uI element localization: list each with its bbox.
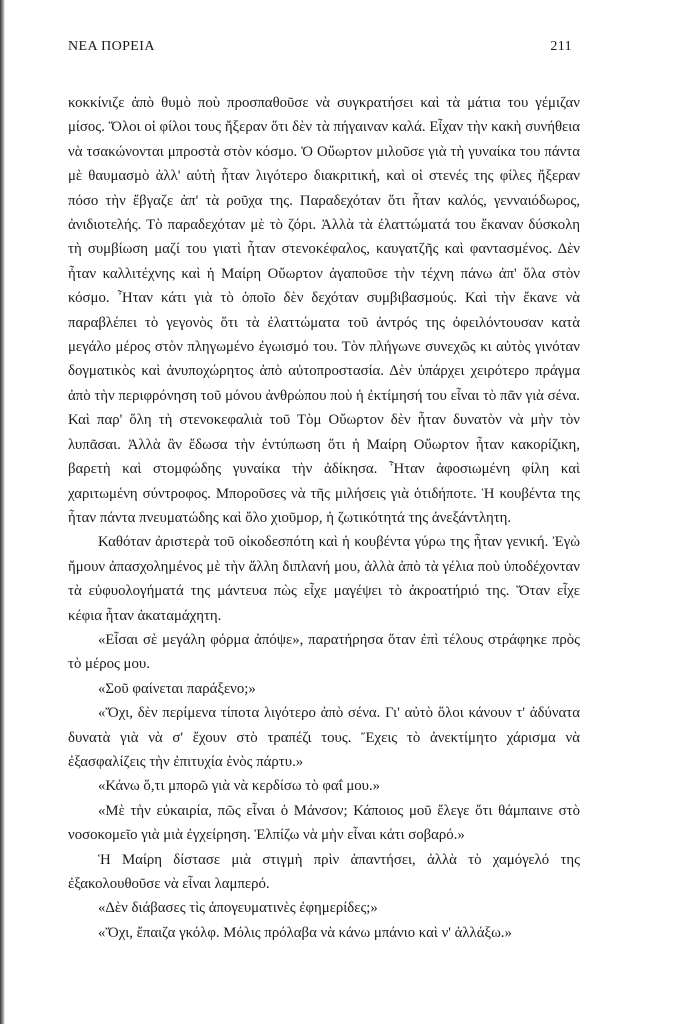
dialogue-line: «Εἶσαι σὲ μεγάλη φόρμα ἀπόψε», παρατήρησα ὅταν ἐπὶ τέλους στράφηκε πρὸς τὸ μέρος μου. — [68, 631, 580, 673]
dialogue-line: «Δὲν διάβασες τὶς ἀπογευματινὲς ἐφημερίδες;» — [98, 900, 378, 917]
body-text — [68, 91, 580, 945]
dialogue-line: «Μὲ τὴν εὐκαιρία, πῶς εἶναι ὁ Μάνσον; Κάποιος μοῦ ἔλεγε ὅτι θάμπαινε στὸ νοσοκομεῖο γιὰ μιὰ ἐγχείρηση. Ἐλπίζω νὰ μὴν εἶναι κάτι σοβαρό.» — [68, 802, 580, 844]
dialogue-line: «Ὄχι, ἔπαιζα γκόλφ. Μόλις πρόλαβα νὰ κάνω μπάνιο καὶ ν' ἀλλάξω.» — [98, 924, 512, 941]
running-title: ΝΕΑ ΠΟΡΕΙΑ — [68, 39, 155, 54]
dialogue-line: «Κάνω ὅ,τι μπορῶ γιὰ νὰ κερδίσω τὸ φαΐ μου.» — [98, 778, 381, 795]
paragraph-continued: κοκκίνιζε ἀπὸ θυμὸ ποὺ προσπαθοῦσε νὰ συγκρατήσει καὶ τὰ μάτια του γέμιζαν μίσος. Ὅλοι οἱ φίλοι τους ἤξεραν ὅτι δὲν τὰ πήγαιναν καλά. Εἶχαν τὴν κακὴ συνήθεια νὰ τσακώνονται μπροστὰ στὸν κόσμο. Ὁ Οὔωρτον μιλοῦσε γιὰ τὴ γυναίκα του πάντα μὲ θαυμασμὸ ἀλλ' αὐτὴ ἦταν λιγότερο διακριτική, καὶ οἱ στενές της φίλες ἤξεραν πόσο τὴν ἔβγαζε ἀπ' τὰ ροῦχα της. Παραδεχόταν ὅτι ἦταν καλός, γενναιόδωρος, ἀνιδιοτελής. Τὸ παραδεχόταν μὲ τὸ ζόρι. Ἀλλὰ τὰ ἐλαττώματά του ἔκαναν δύσκολη τὴ συμβίωση μαζί του γιατὶ ἦταν στενοκέφαλος, καυγατζῆς καὶ φαντασμένος. Δὲν ἦταν καλλιτέχνης καὶ ἡ Μαίρη Οὔωρτον ἀγαποῦσε τὴν τέχνη πάνω ἀπ' ὅλα στὸν κόσμο. Ἦταν κάτι γιὰ τὸ ὁποῖο δὲν δεχόταν συμβιβασμούς. Καὶ τὴν ἔκανε νὰ παραβλέπει τὸ γεγονὸς ὅτι τὰ ἐλαττώματα τοῦ ἀντρός της ὀφειλόντουσαν κατὰ μεγάλο μέρος στὸν πληγωμένο ἐγωισμό του. Τὸν πλήγωνε συνεχῶς κι αὐτὸς γινόταν δογματικὸς καὶ ἀνυποχώρητος ἀπὸ αὐτοπροστασία. Δὲν ὑπάρχει χειρότερο πράγμα ἀπὸ τὴν περιφρόνηση τοῦ μόνου ἀνθρώπου ποὺ ἡ ἐκτίμησή του εἶναι τὸ πᾶν γιὰ σένα. Καὶ παρ' ὅλη τὴ στενοκεφαλιὰ τοῦ Τὸμ Οὔωρτον δὲν ἦταν δυνατὸν νὰ μὴν τὸν λυπᾶσαι. Ἀλλὰ ἂν ἔδωσα τὴν ἐντύπωση ὅτι ἡ Μαίρη Οὔωρτον ἦταν κακορίζικη, βαρετὴ καὶ στομφώδης γυναίκα τὴν ἀδίκησα. Ἦταν ἀφοσιωμένη φίλη καὶ χαριτωμένη σύντροφος. Μποροῦσες νὰ τῆς μιλήσεις γιὰ ὁτιδήποτε. Ἡ κουβέντα της ἦταν πάντα πνευματώδης καὶ ὅλο χιοῦμορ, ἡ ζωτικότητά της ἀνεξάντλητη. — [68, 95, 580, 526]
paragraph: Καθόταν ἀριστερὰ τοῦ οἰκοδεσπότη καὶ ἡ κουβέντα γύρω της ἦταν γενική. Ἐγὼ ἤμουν ἀπασχολημένος μὲ τὴν ἄλλη διπλανή μου, ἀλλὰ ἀπὸ τὰ γέλια ποὺ ὑποδέχονταν τὰ εὐφυολογήματά της μάντευα πὼς εἶχε μαγέψει τὸ ἀκροατήριό της. Ὅταν εἶχε κέφια ἦταν ἀκαταμάχητη. — [68, 534, 580, 624]
dialogue-line: «Ὄχι, δὲν περίμενα τίποτα λιγότερο ἀπὸ σένα. Γι' αὐτὸ ὅλοι κάνουν τ' ἀδύνατα δυνατὰ γιὰ νὰ σ' ἔχουν στὸ τραπέζι τους. Ἔχεις τὸ ἀνεκτίμητο χάρισμα νὰ ἐξασφαλίζεις τὴν ἐπιτυχία ἑνὸς πάρτυ.» — [68, 705, 580, 770]
dialogue-line: «Σοῦ φαίνεται παράξενο;» — [98, 680, 256, 697]
page-number: 211 — [550, 39, 572, 54]
paragraph: Ἡ Μαίρη δίστασε μιὰ στιγμὴ πρὶν ἀπαντήσει, ἀλλὰ τὸ χαμόγελό της ἐξακολουθοῦσε νὰ εἶναι λαμπερό. — [68, 851, 580, 892]
